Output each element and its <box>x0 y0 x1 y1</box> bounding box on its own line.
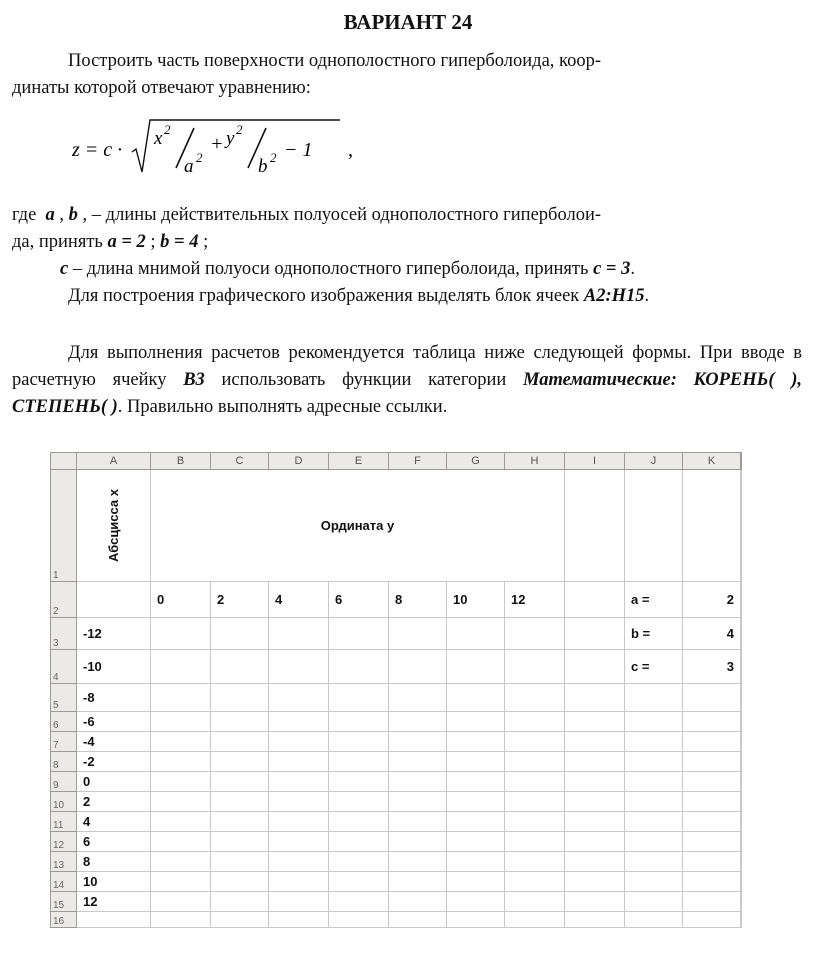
param-value-cell[interactable]: 4 <box>682 618 740 650</box>
x-value-cell[interactable]: -8 <box>77 684 151 712</box>
cell[interactable] <box>77 582 151 618</box>
cell[interactable] <box>210 618 268 650</box>
block-range: A2:H15 <box>583 286 645 306</box>
calc-category: Математические: КОРЕНЬ( ), СТЕПЕНЬ( ) <box>12 370 803 417</box>
formula-y-exp: 2 <box>236 122 243 137</box>
cell[interactable] <box>682 872 740 892</box>
sheet-row <box>51 684 742 712</box>
cell[interactable] <box>268 852 328 872</box>
cell[interactable] <box>150 832 210 852</box>
cell[interactable] <box>328 650 388 684</box>
cell[interactable] <box>740 812 741 832</box>
x-value-cell[interactable]: -2 <box>77 752 151 772</box>
cell[interactable] <box>388 912 446 928</box>
calc-text-2: использовать функции категории <box>221 370 507 390</box>
cell[interactable] <box>740 872 741 892</box>
cell[interactable] <box>624 912 682 928</box>
sheet-row <box>51 912 742 928</box>
cell[interactable] <box>564 752 624 772</box>
row-header[interactable]: 8 <box>51 752 77 772</box>
cell[interactable] <box>682 912 740 928</box>
cell[interactable] <box>328 912 388 928</box>
y-value-cell[interactable]: 10 <box>446 582 504 618</box>
cell[interactable] <box>150 772 210 792</box>
row-header[interactable]: 6 <box>51 712 77 732</box>
formula-a: a <box>184 156 194 177</box>
cell[interactable] <box>268 752 328 772</box>
cell[interactable] <box>446 732 504 752</box>
corner-cell[interactable] <box>51 453 77 470</box>
cell[interactable] <box>446 712 504 732</box>
cell[interactable] <box>504 772 564 792</box>
cell[interactable] <box>564 892 624 912</box>
cell[interactable] <box>740 832 741 852</box>
cell[interactable] <box>564 812 624 832</box>
cell[interactable] <box>504 650 564 684</box>
where-line-2 <box>12 229 802 256</box>
cell[interactable] <box>150 650 210 684</box>
formula-b: b <box>258 156 268 177</box>
sheet-row <box>51 872 742 892</box>
cell[interactable] <box>446 912 504 928</box>
where-rest: , – длины действительных полуосей однополостного гиперболои- <box>82 205 601 225</box>
column-header-d[interactable]: D <box>268 453 328 470</box>
formula-tail: , <box>348 139 353 161</box>
cell[interactable] <box>624 872 682 892</box>
cell[interactable] <box>446 872 504 892</box>
cell[interactable] <box>268 892 328 912</box>
calc-text-1: Для выполнения расчетов рекомендуется таблица ниже следующей формы. При вводе в расчетную ячейку <box>12 343 802 390</box>
cell[interactable] <box>388 792 446 812</box>
cell[interactable] <box>682 752 740 772</box>
cell[interactable] <box>388 812 446 832</box>
block-end: . <box>644 286 650 306</box>
cell[interactable] <box>268 832 328 852</box>
where-line-3 <box>12 256 802 283</box>
spreadsheet-grid <box>50 452 742 928</box>
cell[interactable] <box>564 832 624 852</box>
where3-val: c = 3 <box>593 259 631 279</box>
cell[interactable] <box>624 470 682 582</box>
column-header-g[interactable]: G <box>446 453 504 470</box>
x-value-cell[interactable]: 6 <box>77 832 151 852</box>
column-header-k[interactable]: K <box>682 453 740 470</box>
cell[interactable] <box>446 852 504 872</box>
where-paragraph <box>12 202 802 283</box>
where3-rest: – длина мнимой полуоси однополостного гиперболоида, принять <box>72 259 589 279</box>
cell[interactable] <box>446 832 504 852</box>
column-header-blank <box>740 453 741 470</box>
sheet-row <box>51 650 742 684</box>
sheet-row <box>51 618 742 650</box>
cell[interactable] <box>328 812 388 832</box>
cell[interactable] <box>564 732 624 752</box>
sheet-row <box>51 812 742 832</box>
cell[interactable] <box>740 712 741 732</box>
block-paragraph <box>12 283 802 310</box>
x-value-cell[interactable]: 8 <box>77 852 151 872</box>
cell[interactable] <box>150 872 210 892</box>
cell[interactable] <box>328 752 388 772</box>
cell[interactable] <box>624 892 682 912</box>
cell[interactable] <box>682 732 740 752</box>
cell[interactable] <box>446 892 504 912</box>
cell[interactable] <box>388 872 446 892</box>
cell[interactable] <box>150 712 210 732</box>
intro-line-1: Построить часть поверхности однополостного гиперболоида, коор- <box>68 51 601 71</box>
row-header[interactable]: 2 <box>51 582 77 618</box>
cell[interactable] <box>504 712 564 732</box>
cell[interactable] <box>210 732 268 752</box>
hyperboloid-formula <box>72 118 392 180</box>
y-value-cell[interactable]: 4 <box>268 582 328 618</box>
cell[interactable] <box>150 792 210 812</box>
x-value-cell[interactable]: -12 <box>77 618 151 650</box>
where3-c: c <box>60 259 69 279</box>
formula-x-exp: 2 <box>164 122 171 137</box>
row-header[interactable]: 5 <box>51 684 77 712</box>
cell[interactable] <box>740 684 741 712</box>
where2-a: a = 2 <box>107 232 146 252</box>
where-comma: , <box>59 205 65 225</box>
calc-cell: B3 <box>183 370 205 390</box>
cell[interactable] <box>268 792 328 812</box>
cell[interactable] <box>564 618 624 650</box>
cell[interactable] <box>388 892 446 912</box>
cell[interactable] <box>740 912 741 928</box>
cell[interactable] <box>388 732 446 752</box>
cell[interactable] <box>388 752 446 772</box>
column-header-row <box>51 453 742 470</box>
row-header[interactable]: 16 <box>51 912 77 928</box>
where2-sep: ; <box>150 232 156 252</box>
formula-x: x <box>154 128 163 149</box>
where3-end: . <box>630 259 635 279</box>
cell[interactable] <box>624 812 682 832</box>
where-pre: где <box>12 205 37 225</box>
spreadsheet <box>50 452 758 948</box>
where2-pre: да, принять <box>12 232 103 252</box>
cell[interactable] <box>624 684 682 712</box>
variant-title: ВАРИАНТ 24 <box>343 10 473 34</box>
column-header-f[interactable]: F <box>388 453 446 470</box>
y-value-cell[interactable]: 6 <box>328 582 388 618</box>
cell[interactable] <box>740 752 741 772</box>
cell[interactable] <box>682 470 740 582</box>
cell[interactable] <box>210 752 268 772</box>
cell[interactable] <box>564 872 624 892</box>
cell[interactable] <box>740 852 741 872</box>
row-header[interactable]: 11 <box>51 812 77 832</box>
x-value-cell[interactable]: -6 <box>77 712 151 732</box>
cell[interactable] <box>740 650 741 684</box>
cell[interactable] <box>268 872 328 892</box>
param-label-cell[interactable]: a = <box>624 582 682 618</box>
cell[interactable] <box>150 684 210 712</box>
sheet-row <box>51 832 742 852</box>
x-value-cell[interactable]: 2 <box>77 792 151 812</box>
cell[interactable] <box>446 650 504 684</box>
cell[interactable] <box>210 892 268 912</box>
row-header[interactable]: 12 <box>51 832 77 852</box>
cell[interactable] <box>740 892 741 912</box>
cell[interactable] <box>328 852 388 872</box>
cell[interactable] <box>328 892 388 912</box>
cell[interactable] <box>210 792 268 812</box>
cell[interactable] <box>740 618 741 650</box>
intro-paragraph <box>12 48 802 102</box>
column-header-b[interactable]: B <box>150 453 210 470</box>
y-value-cell[interactable]: 0 <box>150 582 210 618</box>
cell[interactable] <box>564 772 624 792</box>
cell[interactable] <box>268 650 328 684</box>
cell[interactable] <box>740 792 741 812</box>
cell[interactable] <box>564 650 624 684</box>
cell[interactable] <box>268 684 328 712</box>
cell[interactable] <box>740 772 741 792</box>
x-value-cell[interactable]: 10 <box>77 872 151 892</box>
cell[interactable] <box>682 832 740 852</box>
cell[interactable] <box>268 712 328 732</box>
cell[interactable] <box>624 832 682 852</box>
y-value-cell[interactable]: 12 <box>504 582 564 618</box>
cell[interactable] <box>77 912 151 928</box>
cell[interactable] <box>682 712 740 732</box>
cell[interactable] <box>564 792 624 812</box>
cell[interactable] <box>328 832 388 852</box>
block-text: Для построения графического изображения выделять блок ячеек <box>68 286 580 306</box>
x-value-cell[interactable]: 4 <box>77 812 151 832</box>
cell[interactable] <box>564 582 624 618</box>
formula-minus-one: − 1 <box>284 139 313 161</box>
where2-end: ; <box>203 232 209 252</box>
cell[interactable] <box>740 732 741 752</box>
param-label-cell[interactable]: b = <box>624 618 682 650</box>
cell[interactable] <box>388 832 446 852</box>
y-value-cell[interactable]: 8 <box>388 582 446 618</box>
column-header-j[interactable]: J <box>624 453 682 470</box>
cell[interactable] <box>210 812 268 832</box>
cell[interactable] <box>150 752 210 772</box>
x-value-cell[interactable]: 12 <box>77 892 151 912</box>
cell[interactable] <box>388 650 446 684</box>
x-value-cell[interactable]: -4 <box>77 732 151 752</box>
cell[interactable] <box>564 912 624 928</box>
cell[interactable] <box>682 812 740 832</box>
cell[interactable] <box>564 852 624 872</box>
cell[interactable] <box>446 752 504 772</box>
where-b: b <box>68 205 78 225</box>
formula-b-exp: 2 <box>270 150 277 165</box>
column-header-h[interactable]: H <box>504 453 564 470</box>
row-header[interactable]: 14 <box>51 872 77 892</box>
formula-plus: + <box>210 133 224 155</box>
x-value-cell[interactable]: 0 <box>77 772 151 792</box>
cell[interactable] <box>210 650 268 684</box>
cell[interactable] <box>210 772 268 792</box>
param-value-cell[interactable]: 3 <box>682 650 740 684</box>
cell[interactable] <box>388 618 446 650</box>
cell[interactable] <box>150 732 210 752</box>
row-header[interactable]: 1 <box>51 470 77 582</box>
cell[interactable] <box>268 772 328 792</box>
cell[interactable] <box>446 684 504 712</box>
calc-paragraph <box>12 340 802 421</box>
abscissa-label: Абсцисса х <box>105 489 121 562</box>
cell[interactable] <box>210 912 268 928</box>
sheet-row <box>51 792 742 812</box>
row-header[interactable]: 4 <box>51 650 77 684</box>
ordinate-header-cell[interactable]: Ордината у <box>150 470 564 582</box>
cell[interactable] <box>150 618 210 650</box>
cell[interactable] <box>624 792 682 812</box>
cell[interactable] <box>504 872 564 892</box>
cell[interactable] <box>268 732 328 752</box>
cell[interactable] <box>682 852 740 872</box>
sheet-row <box>51 470 742 582</box>
cell[interactable] <box>388 684 446 712</box>
where-a: a <box>45 205 55 225</box>
cell[interactable] <box>624 732 682 752</box>
cell[interactable] <box>328 684 388 712</box>
cell[interactable] <box>328 732 388 752</box>
cell[interactable] <box>150 912 210 928</box>
cell[interactable] <box>504 752 564 772</box>
formula-y: y <box>226 128 235 149</box>
calc-text-3: . Правильно выполнять адресные ссылки. <box>117 397 448 417</box>
cell[interactable] <box>504 832 564 852</box>
row-header[interactable]: 15 <box>51 892 77 912</box>
where-line-1 <box>12 202 802 229</box>
sheet-row <box>51 892 742 912</box>
x-value-cell[interactable]: -10 <box>77 650 151 684</box>
cell[interactable] <box>564 470 624 582</box>
cell[interactable] <box>388 852 446 872</box>
cell[interactable] <box>624 752 682 772</box>
y-value-cell[interactable]: 2 <box>210 582 268 618</box>
cell[interactable] <box>564 684 624 712</box>
column-header-i[interactable]: I <box>564 453 624 470</box>
cell[interactable] <box>210 872 268 892</box>
cell[interactable] <box>268 912 328 928</box>
cell[interactable] <box>446 812 504 832</box>
cell[interactable] <box>504 792 564 812</box>
where2-b: b = 4 <box>160 232 199 252</box>
cell[interactable] <box>682 892 740 912</box>
column-header-c[interactable]: C <box>210 453 268 470</box>
cell[interactable] <box>328 618 388 650</box>
row-header[interactable]: 7 <box>51 732 77 752</box>
sheet-row <box>51 732 742 752</box>
cell[interactable] <box>388 712 446 732</box>
cell[interactable] <box>446 618 504 650</box>
cell[interactable] <box>504 812 564 832</box>
cell[interactable] <box>328 792 388 812</box>
cell[interactable] <box>328 712 388 732</box>
cell[interactable] <box>504 618 564 650</box>
sheet-row <box>51 772 742 792</box>
cell[interactable] <box>210 852 268 872</box>
cell[interactable] <box>564 712 624 732</box>
cell[interactable] <box>210 832 268 852</box>
cell[interactable] <box>504 892 564 912</box>
param-value-cell[interactable]: 2 <box>682 582 740 618</box>
cell[interactable] <box>210 712 268 732</box>
cell[interactable] <box>446 792 504 812</box>
cell[interactable] <box>504 684 564 712</box>
sheet-row <box>51 582 742 618</box>
sheet-row <box>51 852 742 872</box>
cell[interactable] <box>624 852 682 872</box>
cell[interactable] <box>150 892 210 912</box>
cell[interactable] <box>150 852 210 872</box>
formula-a-exp: 2 <box>196 150 203 165</box>
intro-line-2: динаты которой отвечают уравнению: <box>12 78 311 98</box>
cell[interactable] <box>210 684 268 712</box>
cell[interactable] <box>268 812 328 832</box>
cell[interactable] <box>682 684 740 712</box>
row-header[interactable]: 13 <box>51 852 77 872</box>
cell[interactable] <box>446 772 504 792</box>
cell[interactable] <box>682 772 740 792</box>
column-header-a[interactable]: A <box>77 453 151 470</box>
cell[interactable] <box>328 872 388 892</box>
row-header[interactable]: 9 <box>51 772 77 792</box>
cell[interactable] <box>504 852 564 872</box>
cell[interactable] <box>328 772 388 792</box>
cell[interactable] <box>388 772 446 792</box>
cell[interactable] <box>624 712 682 732</box>
cell[interactable] <box>740 470 741 582</box>
cell[interactable] <box>682 792 740 812</box>
cell[interactable] <box>740 582 741 618</box>
cell[interactable] <box>268 618 328 650</box>
sheet-row <box>51 712 742 732</box>
cell[interactable] <box>504 732 564 752</box>
formula-lhs: z = c · <box>72 139 123 161</box>
row-header[interactable]: 3 <box>51 618 77 650</box>
cell[interactable] <box>504 912 564 928</box>
abscissa-header-cell[interactable] <box>77 470 151 582</box>
cell[interactable] <box>624 772 682 792</box>
param-label-cell[interactable]: c = <box>624 650 682 684</box>
cell[interactable] <box>150 812 210 832</box>
column-header-e[interactable]: E <box>328 453 388 470</box>
sheet-row <box>51 752 742 772</box>
row-header[interactable]: 10 <box>51 792 77 812</box>
